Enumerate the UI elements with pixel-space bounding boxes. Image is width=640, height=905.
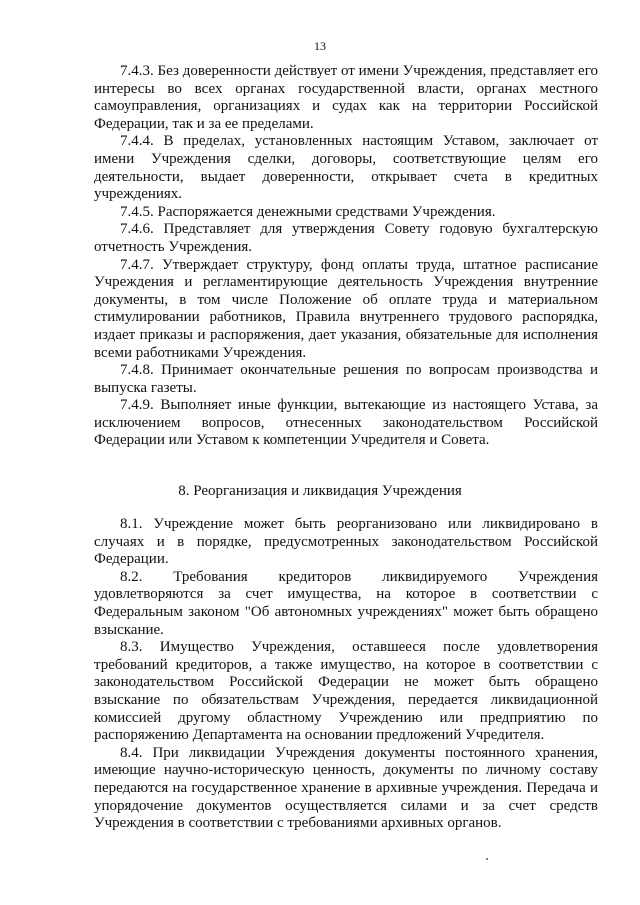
paragraph-7-4-3: 7.4.3. Без доверенности действует от имени Учреждения, представляет его интересы во всех органах государственной власти, органах местного самоуправления, организациях и судах как на территории Российской Федерации, так и за ее пределами.: [94, 63, 598, 132]
paragraph-7-4-4: 7.4.4. В пределах, установленных настоящим Уставом, заключает от имени Учреждения сделки, договоры, соответствующие целям его деятельности, выдает доверенности, открывает счета в кредитных учреждениях.: [94, 133, 598, 203]
paragraph-7-4-8: 7.4.8. Принимает окончательные решения по вопросам производства и выпуска газеты.: [94, 362, 598, 396]
section-8-body: [94, 516, 598, 833]
articles-7-4: [94, 63, 598, 450]
page-number: 13: [314, 39, 326, 53]
paragraph-8-2: 8.2. Требования кредиторов ликвидируемого Учреждения удовлетворяются за счет имущества, на которое в соответствии с Федеральным законом "Об автономных учреждениях" может быть обращено взыскание.: [94, 568, 598, 638]
paragraph-8-4: 8.4. При ликвидации Учреждения документы постоянного хранения, имеющие научно-историческую ценность, документы по личному составу передаются на государственное хранение в архивные учреждения. Передача и упорядочение документов осуществляется силами и за счет средств Учреждения в соответствии с требованиями архивных органов.: [94, 744, 598, 832]
section-heading: 8. Реорганизация и ликвидация Учреждения: [178, 483, 462, 499]
paragraph-7-4-9: 7.4.9. Выполняет иные функции, вытекающие из настоящего Устава, за исключением вопросов, отнесенных законодательством Российской Федерации или Уставом к компетенции Учредителя и Совета.: [94, 397, 598, 449]
paragraph-8-3: 8.3. Имущество Учреждения, оставшееся после удовлетворения требований кредиторов, а также имущество, на которое в соответствии с законодательством Российской Федерации не может быть обращено взыскание по обязательствам Учреждения, передается ликвидационной комиссией другому областному Учреждению или предприятию по распоряжению Департамента на основании предложений Учредителя.: [94, 639, 598, 744]
paragraph-7-4-7: 7.4.7. Утверждает структуру, фонд оплаты труда, штатное расписание Учреждения и регламентирующие деятельность Учреждения внутренние документы, в том числе Положение об оплате труда и материальном стимулировании работников, Правила внутреннего трудового распорядка, издает приказы и распоряжения, дает указания, обязательные для исполнения всеми работниками Учреждения.: [94, 256, 598, 361]
scan-speck: [486, 858, 488, 860]
paragraph-7-4-6: 7.4.6. Представляет для утверждения Совету годовую бухгалтерскую отчетность Учреждения.: [94, 221, 598, 255]
paragraph-7-4-5: 7.4.5. Распоряжается денежными средствами Учреждения.: [120, 203, 496, 220]
paragraph-8-1: 8.1. Учреждение может быть реорганизовано или ликвидировано в случаях и в порядке, предусмотренных законодательством Российской Федерации.: [94, 516, 598, 568]
